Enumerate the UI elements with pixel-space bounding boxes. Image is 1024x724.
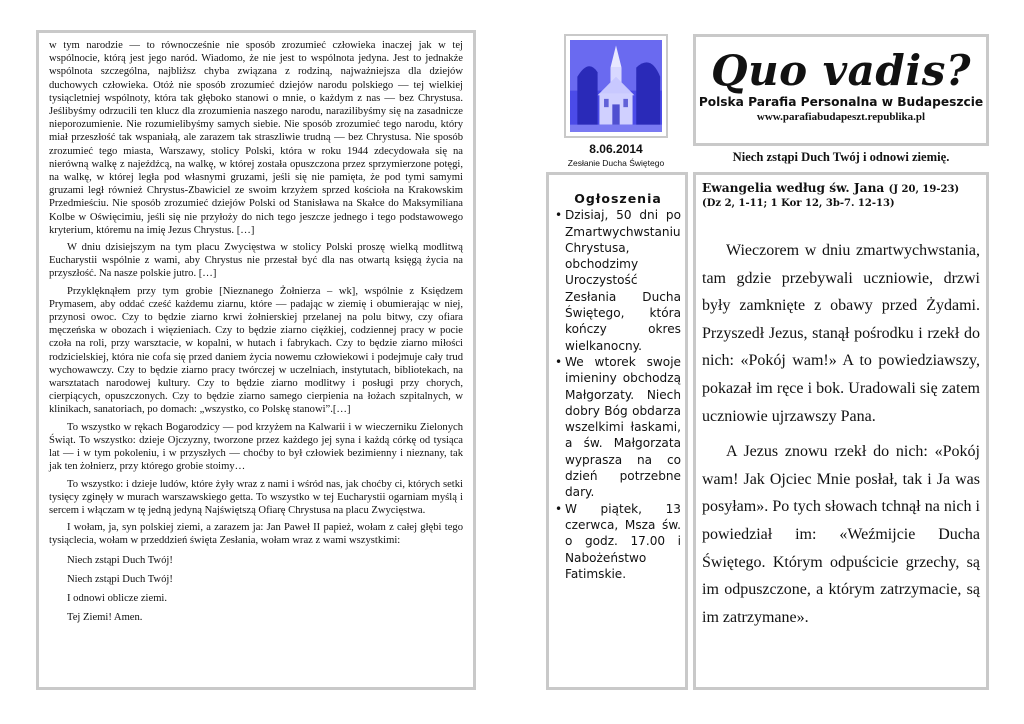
closing-line: Tej Ziemi! Amen. — [67, 612, 143, 624]
sermon-paragraph: I wołam, ja, syn polskiej ziemi, a zarazem ja: Jan Paweł II papież, wołam z całej głębi tego tysiąclecia, wołam w przeddzień święta Zesłania, wołam wraz z wami wszystkimi: — [49, 522, 463, 547]
sermon-paragraph: To wszystko w rękach Bogarodzicy — pod krzyżem na Kalwarii i w wieczerniku Zielonych Świąt. To wszystko: dzieje Ojczyzny, tworzone przez każdego jej syna i każdą córkę od tysiąca lat — i w tym pokoleniu, i w przyszłych — choćby to był człowiek bezimienny i nieznany, tak jak ten żołnierz, przy którego grobie stoimy… — [49, 421, 463, 473]
church-photo-frame — [564, 34, 668, 138]
closing-line: Niech zstąpi Duch Twój! — [67, 554, 173, 566]
parish-website: www.parafiabudapeszt.republika.pl — [756, 111, 926, 123]
gospel-reference: (J 20, 19-23) — [888, 184, 960, 195]
bulletin-date: 8.06.2014 — [589, 142, 643, 156]
newsletter-title: Quo vadis? — [711, 46, 971, 95]
sermon-paragraph: w tym narodzie — to równocześnie nie sposób zrozumieć człowieka inaczej jak w tej wspólnocie, którą jest jego naród. Wiadomo, że nie jest to wspólnota jedyna. Jest to jednakże wspólnota szczególna, najbliższ chyba związana z rodziną, najważniejsza dla dziejów duchowych człowieka. Otóż nie sposób zrozumieć dziejów narodu polskiego — tej wielkiej tysiącletniej wspólnoty, która tak głęboko stanowi o mnie, o każdym z nas — bez Chrystusa. Jeślibyśmy odrzucili ten klucz dla zrozumienia naszego narodu, narazilibyśmy się na zasadnicze nieporozumienie. Nie rozumielibyśmy samych siebie. Nie sposób zrozumieć tego narodu, który miał przeszłość tak wspaniałą, ale zarazem tak straszliwie trudną — bez Chrystusa. Nie sposób zrozumieć tego miasta, Warszawy, stolicy Polski, która w roku 1944 zdecydowała się na nierówną walkę z najeźdźcą, na walkę, w której została opuszczona przez sprzymierzone potęgi, na walkę, w której legła pod własnymi gruzami, jeśli się nie pamięta, że pod tymi samymi gruzami legł również Chrystus-Zbawiciel ze swoim krzyżem sprzed kościoła na Krakowskim Przedmieściu. Nie sposób zrozumieć dziejów Polski od Stanisława na Skałce do Maksymiliana Kolbe w Oświęcimiu, jeśli się nie przyłoży do nich tego jeszcze jednego i tego podstawowego kryterium, któremu na imię Jezus Chrystus. […] — [49, 40, 463, 236]
closing-line: Niech zstąpi Duch Twój! — [67, 573, 173, 585]
gospel-paragraph: A Jezus znowu rzekł do nich: «Pokój wam! Jak Ojciec Mnie posłał, tak i Ja was posyłam». Po tych słowach tchnął na nich i powiedział im: «Weźmijcie Ducha Świętego. Którym odpuścicie grzechy, są im odpuszczone, a którym zatrzymacie, są im zatrzymane». — [702, 443, 980, 626]
gospel-body — [702, 237, 980, 631]
announcements-list — [555, 207, 681, 582]
gospel-paragraph: Wieczorem w dniu zmartwychwstania, tam gdzie przebywali uczniowie, drzwi były zamknięte z obawy przed Żydami. Przyszedł Jezus, stanął pośrodku i rzekł do nich: «Pokój wam!» A to powiedziawszy, pokazał im ręce i bok. Uradowali się zatem uczniowie ujrzawszy Pana. — [702, 242, 980, 425]
readings-reference: (Dz 2, 1-11; 1 Kor 12, 3b-7. 12-13) — [702, 198, 895, 209]
church-photo — [570, 40, 662, 132]
gospel-panel — [693, 172, 989, 690]
sermon-column — [36, 30, 476, 690]
parish-name: Polska Parafia Personalna w Budapeszcie — [698, 95, 984, 109]
sermon-paragraph: Przyklęknąłem przy tym grobie [Nieznanego Żołnierza – wk], wspólnie z Księdzem Prymasem, aby oddać cześć każdemu ziarnu, które — padając w ziemię i obumierając w niej, przynosi owoc. Czy to będzie ziarno krwi żołnierskiej przelanej na polu bitwy, czy ofiara męczeńska w obozach i więzieniach. Czy to będzie ziarno ciężkiej, codziennej pracy w pocie czoła na roli, przy warsztacie, w kopalni, w hutach i fabrykach. Czy to będzie ziarno miłości rodzicielskiej, która nie cofa się przed daniem życia nowemu człowiekowi i podejmuje cały trud wychowawczy. Czy to będzie ziarno pracy twórczej w uczelniach, instytutach, bibliotekach, na warsztatach narodowej kultury. Czy to będzie ziarno modlitwy i posługi przy chorych, cierpiących, opuszczonych. Czy to będzie ziarno samego cierpienia na łożach szpitalnych, w klinikach, sanatoriach, po domach: „wszystko, co Polskę stanowi”.[…] — [49, 285, 463, 416]
feast-name: Zesłanie Ducha Świętego — [567, 158, 665, 168]
closing-line: I odnowi oblicze ziemi. — [67, 592, 168, 604]
announcement-item: • We wtorek swoje imieniny obchodzą Małgorzaty. Niech dobry Bóg obdarza wszelkimi łaskami, a św. Małgorzata wyprasza na co dzień potrzebne dary. — [555, 354, 681, 501]
announcement-item: • Dzisiaj, 50 dni po Zmartwychwstaniu Chrystusa, obchodzimy Uroczystość Zesłania Ducha Świętego, która kończy okres wielkanocny. — [555, 207, 681, 354]
sermon-paragraph: W dniu dzisiejszym na tym placu Zwycięstwa w stolicy Polski proszę wielką modlitwą Eucharystii wspólnie z wami, aby Chrystus nie przestał być dla nas otwartą księgą życia na przyszłość. Na nasze polskie jutro. […] — [49, 242, 463, 280]
gospel-title — [702, 181, 980, 197]
motto: Niech zstąpi Duch Twój i odnowi ziemię. — [732, 150, 950, 164]
announcements-panel — [546, 172, 688, 690]
announcements-heading: Ogłoszenia — [574, 191, 662, 206]
gospel-title-text: Ewangelia według św. Jana — [702, 181, 885, 195]
sermon-paragraph: To wszystko: i dzieje ludów, które żyły wraz z nami i wśród nas, jak choćby ci, których setki tysięcy zginęły w murach warszawskiego getta. To wszystko w tej Eucharystii ogarniam myślą i sercem i włączam w tę jedną jedyną Najświętszą Ofiarę Chrystusa na placu Zwycięstwa. — [49, 478, 463, 516]
masthead — [693, 34, 989, 146]
announcement-item: • W piątek, 13 czerwca, Msza św. o godz. 17.00 i Nabożeństwo Fatimskie. — [555, 501, 681, 582]
